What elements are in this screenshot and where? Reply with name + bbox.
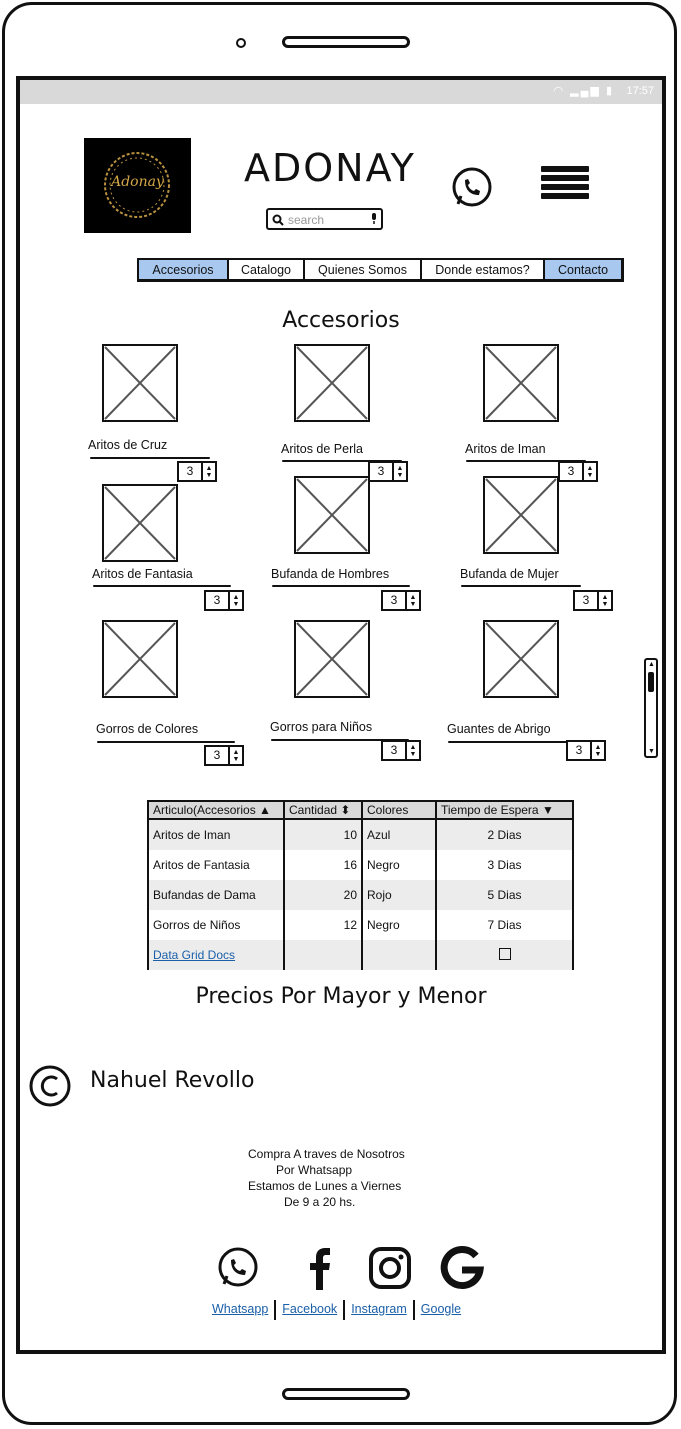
- product-image[interactable]: [102, 484, 178, 562]
- scroll-up-icon[interactable]: ▲: [648, 661, 655, 668]
- status-icons: [553, 84, 614, 97]
- whatsapp-icon[interactable]: [216, 1246, 260, 1290]
- battery-icon: ▮: [605, 85, 614, 97]
- contact-info: Compra A traves de Nosotros Por Whatsapp Estamos de Lunes a Viernes De 9 a 20 hs.: [248, 1147, 405, 1209]
- whatsapp-icon[interactable]: [450, 166, 494, 210]
- whatsapp-link[interactable]: Whatsapp: [212, 1302, 269, 1316]
- table-row[interactable]: Aritos de Iman 10 Azul 2 Dias: [149, 819, 572, 850]
- product-name: Bufanda de Mujer: [460, 567, 559, 581]
- search-placeholder: search: [288, 213, 325, 227]
- product-name: Aritos de Fantasia: [92, 567, 193, 581]
- product-image[interactable]: [483, 620, 559, 698]
- underline: [97, 741, 235, 743]
- author-name: Nahuel Revollo: [90, 1068, 255, 1093]
- home-button[interactable]: [282, 1388, 410, 1400]
- product-name: Bufanda de Hombres: [271, 567, 390, 581]
- prices-title: Precios Por Mayor y Menor: [195, 984, 487, 1009]
- speaker: [282, 36, 410, 48]
- search-icon: [272, 214, 284, 226]
- underline: [272, 585, 410, 587]
- tab-quienes-somos[interactable]: Quienes Somos: [305, 260, 422, 279]
- tab-contacto[interactable]: Contacto: [545, 260, 621, 279]
- quantity-stepper[interactable]: 3 ▲ ▼: [558, 461, 598, 482]
- copyright-icon: [28, 1064, 72, 1108]
- signal-icon: ▂▄▆: [570, 85, 601, 97]
- product-name: Guantes de Abrigo: [447, 722, 551, 736]
- grid-header-cantidad[interactable]: Cantidad ⬍: [284, 802, 362, 819]
- instagram-link[interactable]: Instagram: [351, 1302, 407, 1316]
- quantity-stepper[interactable]: 3 ▲ ▼: [204, 590, 244, 611]
- page-title: ADONAY: [244, 146, 416, 190]
- scroll-down-icon[interactable]: ▼: [648, 748, 655, 755]
- status-time: 17:57: [626, 85, 654, 97]
- screen: [16, 76, 666, 1354]
- quantity-stepper[interactable]: 3 ▲ ▼: [573, 590, 613, 611]
- underline: [461, 585, 581, 587]
- scroll-thumb[interactable]: [648, 672, 654, 692]
- microphone-icon[interactable]: [370, 213, 378, 225]
- instagram-icon[interactable]: [368, 1246, 412, 1290]
- product-name: Aritos de Cruz: [88, 438, 168, 452]
- nav-tabs: [137, 258, 624, 282]
- product-image[interactable]: [483, 476, 559, 554]
- grid-header-tiempo[interactable]: Tiempo de Espera ▼: [436, 802, 572, 819]
- product-image[interactable]: [102, 620, 178, 698]
- facebook-icon[interactable]: [302, 1246, 338, 1290]
- quantity-stepper[interactable]: 3 ▲ ▼: [381, 590, 421, 611]
- quantity-stepper[interactable]: 3 ▲ ▼: [381, 740, 421, 761]
- quantity-stepper[interactable]: 3 ▲ ▼: [566, 740, 606, 761]
- table-row[interactable]: Aritos de Fantasia 16 Negro 3 Dias: [149, 850, 572, 880]
- quantity-stepper[interactable]: 3 ▲ ▼: [204, 745, 244, 766]
- camera: [236, 38, 246, 48]
- google-icon[interactable]: [440, 1246, 484, 1290]
- wifi-icon: ◠: [553, 85, 566, 97]
- table-row: [149, 940, 572, 970]
- product-name: Aritos de Iman: [465, 442, 546, 456]
- tab-donde-estamos[interactable]: Donde estamos?: [422, 260, 545, 279]
- logo[interactable]: [84, 138, 191, 233]
- status-bar: [20, 80, 662, 104]
- logo-text: Adonay: [111, 174, 164, 190]
- grid-header-colores[interactable]: Colores: [362, 802, 436, 819]
- data-grid-docs-link[interactable]: Data Grid Docs: [153, 948, 236, 962]
- sort-asc-icon: ▲: [259, 803, 271, 817]
- table-row[interactable]: Gorros de Niños 12 Negro 7 Dias: [149, 910, 572, 940]
- tab-catalogo[interactable]: Catalogo: [229, 260, 305, 279]
- social-links: [206, 1302, 467, 1320]
- product-image[interactable]: [483, 344, 559, 422]
- google-link[interactable]: Google: [420, 1302, 462, 1316]
- product-name: Gorros para Niños: [270, 720, 373, 734]
- tab-accesorios[interactable]: Accesorios: [139, 260, 229, 279]
- menu-icon[interactable]: [541, 166, 589, 206]
- product-image[interactable]: [294, 620, 370, 698]
- section-title: Accesorios: [282, 308, 400, 333]
- search-input[interactable]: [266, 208, 383, 230]
- quantity-stepper[interactable]: 3 ▲ ▼: [177, 461, 217, 482]
- product-name: Gorros de Colores: [96, 722, 199, 736]
- product-name: Aritos de Perla: [281, 442, 363, 456]
- product-image[interactable]: [102, 344, 178, 422]
- facebook-link[interactable]: Facebook: [282, 1302, 338, 1316]
- product-image[interactable]: [294, 476, 370, 554]
- sort-icon: ⬍: [340, 803, 351, 817]
- underline: [93, 585, 231, 587]
- underline: [90, 457, 210, 459]
- data-grid: [147, 800, 574, 970]
- sort-desc-icon: ▼: [541, 803, 554, 817]
- table-row[interactable]: Bufandas de Dama 20 Rojo 5 Dias: [149, 880, 572, 910]
- vertical-scrollbar[interactable]: [644, 658, 658, 758]
- grid-header-articulo[interactable]: Articulo(Accesorios ▲: [149, 802, 284, 819]
- quantity-stepper[interactable]: 3 ▲ ▼: [368, 461, 408, 482]
- grid-checkbox[interactable]: [499, 948, 511, 960]
- product-image[interactable]: [294, 344, 370, 422]
